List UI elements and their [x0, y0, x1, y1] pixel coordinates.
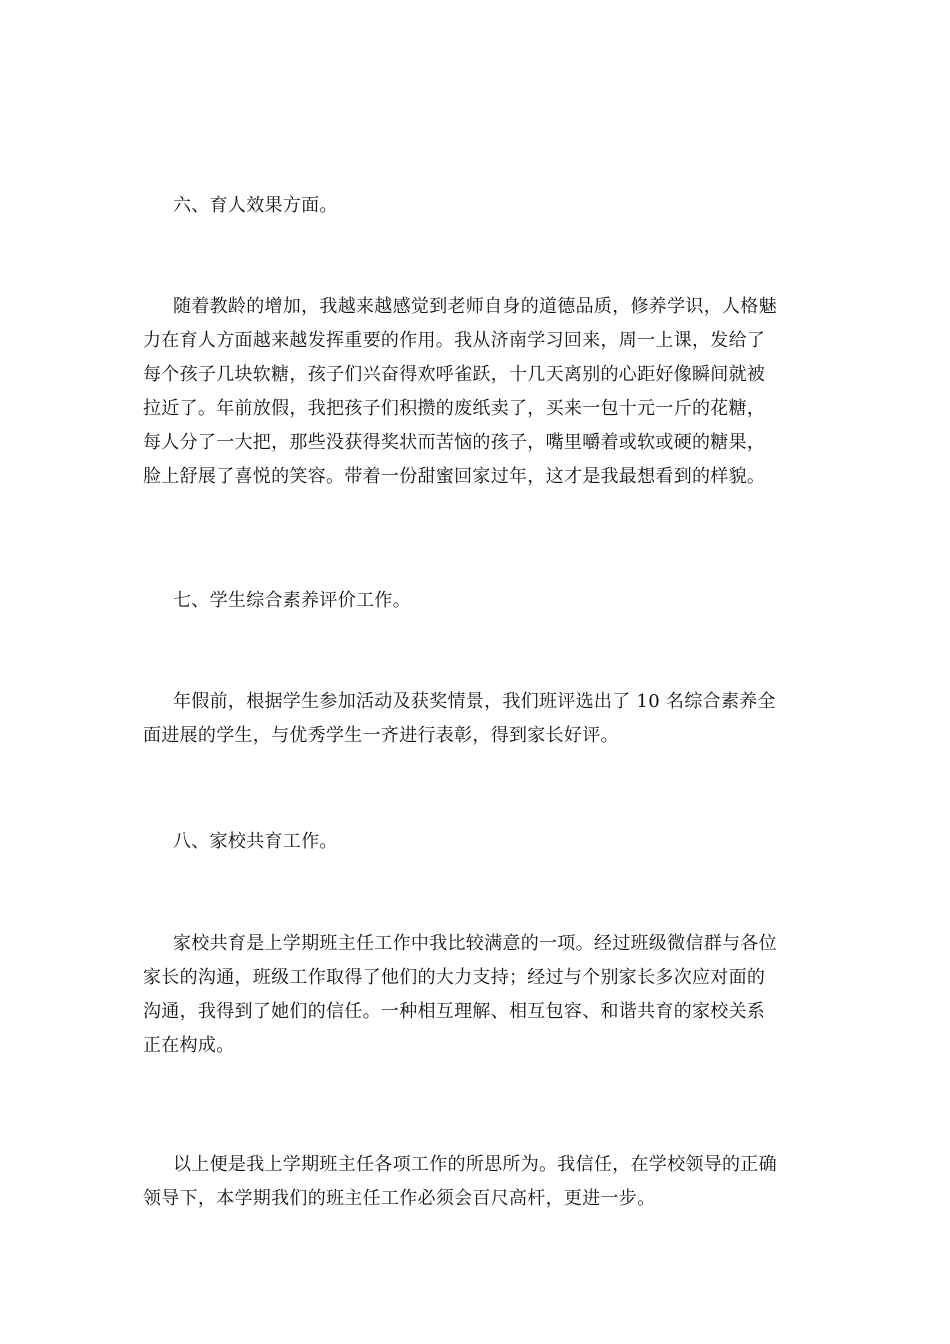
paragraph-line: 家校共育是上学期班主任工作中我比较满意的一项。经过班级微信群与各位	[173, 933, 777, 954]
paragraph	[143, 290, 805, 494]
paragraph-line: 以上便是我上学期班主任各项工作的所思所为。我信任，在学校领导的正确	[173, 1154, 777, 1175]
paragraph	[143, 685, 805, 753]
section-heading	[143, 825, 805, 859]
paragraph-line: 沟通，我得到了她们的信任。一种相互理解、相互包容、和谐共育的家校关系	[143, 1001, 766, 1022]
paragraph-line: 每个孩子几块软糖，孩子们兴奋得欢呼雀跃，十几天离别的心距好像瞬间就被	[143, 364, 766, 385]
paragraph-line: 领导下，本学期我们的班主任工作必须会百尺高杆，更进一步。	[143, 1188, 656, 1209]
paragraph-line: 家长的沟通，班级工作取得了他们的大力支持；经过与个别家长多次应对面的	[143, 967, 766, 988]
paragraph	[143, 927, 805, 1063]
section-heading	[143, 584, 805, 618]
paragraph-line: 力在育人方面越来越发挥重要的作用。我从济南学习回来，周一上课，发给了	[143, 330, 766, 351]
heading-text: 七、学生综合素养评价工作。	[173, 590, 411, 611]
paragraph-line: 脸上舒展了喜悦的笑容。带着一份甜蜜回家过年，这才是我最想看到的样貌。	[143, 466, 766, 487]
paragraph-line: 年假前，根据学生参加活动及获奖情景，我们班评选出了 10 名综合素养全	[173, 691, 776, 712]
paragraph-line: 随着教龄的增加，我越来越感觉到老师自身的道德品质，修养学识，人格魅	[173, 296, 777, 317]
closing-paragraph	[143, 1148, 805, 1216]
paragraph-line: 正在构成。	[143, 1035, 235, 1056]
paragraph-line: 拉近了。年前放假，我把孩子们积攒的废纸卖了，买来一包十元一斤的花糖，	[143, 398, 766, 419]
heading-text: 六、育人效果方面。	[173, 195, 338, 216]
section-heading	[143, 189, 805, 223]
paragraph-line: 面进展的学生，与优秀学生一齐进行表彰，得到家长好评。	[143, 725, 619, 746]
paragraph-line: 每人分了一大把，那些没获得奖状而苦恼的孩子，嘴里嚼着或软或硬的糖果，	[143, 432, 766, 453]
heading-text: 八、家校共育工作。	[173, 831, 338, 852]
